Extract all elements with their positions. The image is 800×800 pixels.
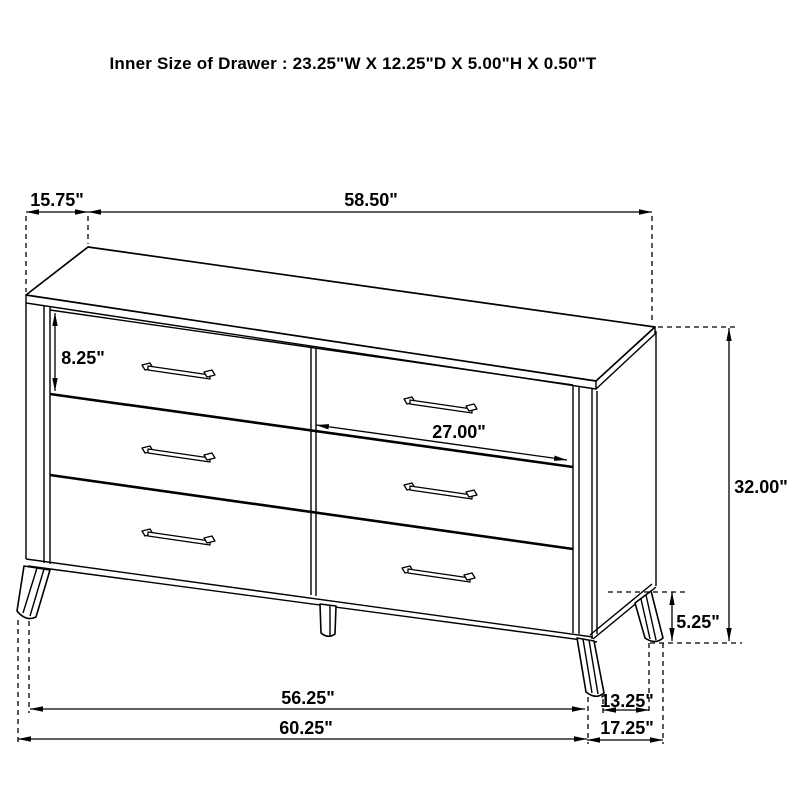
drawing-title: Inner Size of Drawer : 23.25"W X 12.25"D X 5.00"H X 0.50"T <box>109 54 597 73</box>
label-top-depth: 15.75" <box>30 190 84 210</box>
label-feet-span-side-outer: 17.25" <box>600 718 654 738</box>
handle-right-middle <box>404 483 477 499</box>
dresser-carcass <box>26 303 656 642</box>
front-left-stile <box>44 306 50 564</box>
top-surface <box>26 247 655 381</box>
label-drawer-width: 27.00" <box>432 422 486 442</box>
dimension-lines <box>18 212 729 740</box>
label-overall-width: 60.25" <box>279 718 333 738</box>
front-left-leg <box>17 566 50 619</box>
label-drawer-height: 8.25" <box>61 348 105 368</box>
dresser-top-panel <box>26 247 655 389</box>
label-overall-height: 32.00" <box>734 477 788 497</box>
front-right-leg <box>577 638 604 696</box>
label-top-width: 58.50" <box>344 190 398 210</box>
legs <box>17 566 663 696</box>
handle-right-top <box>404 397 477 413</box>
label-feet-span-side-inner: 13.25" <box>600 691 654 711</box>
front-right-stile <box>573 385 579 634</box>
front-right-corner-edge <box>592 389 597 639</box>
back-right-leg <box>635 591 663 642</box>
handle-left-top <box>142 363 215 379</box>
handle-right-bottom <box>402 566 475 582</box>
handle-left-bottom <box>142 529 215 545</box>
handle-left-middle <box>142 446 215 462</box>
dimension-labels <box>30 190 788 738</box>
extension-lines <box>18 216 742 744</box>
center-front-leg <box>320 604 336 636</box>
label-feet-span-front: 56.25" <box>281 688 335 708</box>
drawer-handles <box>142 363 477 582</box>
label-leg-height: 5.25" <box>676 612 720 632</box>
center-divider <box>311 347 316 596</box>
